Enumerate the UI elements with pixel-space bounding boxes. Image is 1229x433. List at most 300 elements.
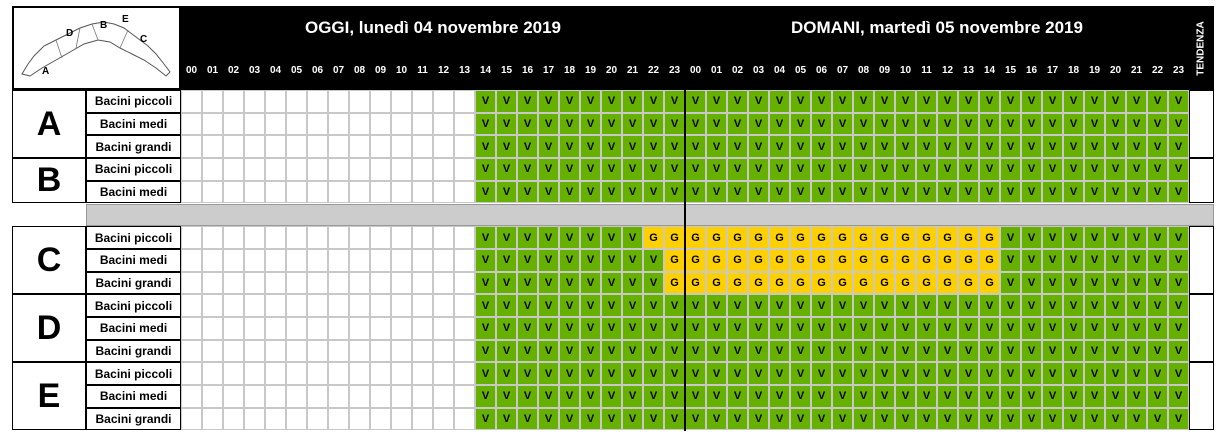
empty-cell bbox=[244, 294, 265, 317]
yellow-alert-cell: G bbox=[643, 226, 664, 249]
empty-cell bbox=[412, 385, 433, 408]
green-alert-cell: V bbox=[475, 113, 496, 136]
empty-cell bbox=[286, 226, 307, 249]
empty-cell bbox=[349, 362, 370, 385]
green-alert-cell: V bbox=[895, 385, 916, 408]
empty-cell bbox=[181, 272, 202, 295]
green-alert-cell: V bbox=[832, 408, 853, 431]
green-alert-cell: V bbox=[538, 226, 559, 249]
empty-cell bbox=[181, 340, 202, 363]
green-alert-cell: V bbox=[1105, 135, 1126, 158]
empty-cell bbox=[181, 385, 202, 408]
green-alert-cell: V bbox=[1063, 272, 1084, 295]
green-alert-cell: V bbox=[958, 135, 979, 158]
green-alert-cell: V bbox=[1000, 408, 1021, 431]
hour-header: 00 bbox=[685, 50, 706, 90]
empty-cell bbox=[202, 135, 223, 158]
green-alert-cell: V bbox=[874, 181, 895, 204]
green-alert-cell: V bbox=[832, 362, 853, 385]
empty-cell bbox=[202, 272, 223, 295]
empty-cell bbox=[328, 272, 349, 295]
green-alert-cell: V bbox=[1126, 113, 1147, 136]
empty-cell bbox=[202, 249, 223, 272]
green-alert-cell: V bbox=[1126, 90, 1147, 113]
green-alert-cell: V bbox=[1168, 294, 1189, 317]
basin-label: Bacini piccoli bbox=[86, 90, 181, 113]
green-alert-cell: V bbox=[1084, 90, 1105, 113]
green-alert-cell: V bbox=[538, 362, 559, 385]
green-alert-cell: V bbox=[1147, 317, 1168, 340]
yellow-alert-cell: G bbox=[664, 249, 685, 272]
empty-cell bbox=[265, 340, 286, 363]
green-alert-cell: V bbox=[517, 340, 538, 363]
empty-cell bbox=[286, 272, 307, 295]
empty-cell bbox=[307, 317, 328, 340]
empty-cell bbox=[412, 135, 433, 158]
yellow-alert-cell: G bbox=[979, 226, 1000, 249]
green-alert-cell: V bbox=[1126, 294, 1147, 317]
green-alert-cell: V bbox=[538, 249, 559, 272]
hour-header: 03 bbox=[748, 50, 769, 90]
empty-cell bbox=[223, 294, 244, 317]
green-alert-cell: V bbox=[1105, 113, 1126, 136]
green-alert-cell: V bbox=[895, 158, 916, 181]
green-alert-cell: V bbox=[790, 408, 811, 431]
empty-cell bbox=[391, 408, 412, 431]
green-alert-cell: V bbox=[643, 158, 664, 181]
green-alert-cell: V bbox=[559, 113, 580, 136]
empty-cell bbox=[454, 272, 475, 295]
hour-header: 22 bbox=[1147, 50, 1168, 90]
hour-header: 01 bbox=[706, 50, 727, 90]
green-alert-cell: V bbox=[853, 385, 874, 408]
green-alert-cell: V bbox=[769, 408, 790, 431]
basin-label: Bacini piccoli bbox=[86, 294, 181, 317]
green-alert-cell: V bbox=[1126, 249, 1147, 272]
empty-cell bbox=[370, 385, 391, 408]
green-alert-cell: V bbox=[622, 294, 643, 317]
green-alert-cell: V bbox=[874, 158, 895, 181]
empty-cell bbox=[370, 362, 391, 385]
green-alert-cell: V bbox=[475, 362, 496, 385]
green-alert-cell: V bbox=[811, 340, 832, 363]
green-alert-cell: V bbox=[1126, 135, 1147, 158]
green-alert-cell: V bbox=[517, 226, 538, 249]
empty-cell bbox=[349, 90, 370, 113]
empty-cell bbox=[370, 340, 391, 363]
green-alert-cell: V bbox=[1063, 294, 1084, 317]
green-alert-cell: V bbox=[1000, 181, 1021, 204]
empty-cell bbox=[454, 113, 475, 136]
green-alert-cell: V bbox=[790, 340, 811, 363]
green-alert-cell: V bbox=[832, 158, 853, 181]
green-alert-cell: V bbox=[538, 181, 559, 204]
green-alert-cell: V bbox=[538, 135, 559, 158]
empty-cell bbox=[244, 317, 265, 340]
green-alert-cell: V bbox=[1000, 385, 1021, 408]
green-alert-cell: V bbox=[727, 135, 748, 158]
green-alert-cell: V bbox=[1147, 113, 1168, 136]
green-alert-cell: V bbox=[643, 317, 664, 340]
yellow-alert-cell: G bbox=[706, 272, 727, 295]
green-alert-cell: V bbox=[853, 362, 874, 385]
green-alert-cell: V bbox=[1000, 158, 1021, 181]
green-alert-cell: V bbox=[706, 113, 727, 136]
yellow-alert-cell: G bbox=[811, 272, 832, 295]
green-alert-cell: V bbox=[601, 113, 622, 136]
green-alert-cell: V bbox=[475, 135, 496, 158]
yellow-alert-cell: G bbox=[895, 249, 916, 272]
green-alert-cell: V bbox=[958, 113, 979, 136]
green-alert-cell: V bbox=[916, 340, 937, 363]
basin-label: Bacini medi bbox=[86, 249, 181, 272]
green-alert-cell: V bbox=[1105, 272, 1126, 295]
empty-cell bbox=[454, 226, 475, 249]
basin-label: Bacini grandi bbox=[86, 340, 181, 363]
green-alert-cell: V bbox=[538, 90, 559, 113]
green-alert-cell: V bbox=[1084, 317, 1105, 340]
empty-cell bbox=[307, 90, 328, 113]
empty-cell bbox=[265, 113, 286, 136]
empty-cell bbox=[370, 181, 391, 204]
yellow-alert-cell: G bbox=[916, 226, 937, 249]
hour-header: 01 bbox=[202, 50, 223, 90]
green-alert-cell: V bbox=[1063, 226, 1084, 249]
green-alert-cell: V bbox=[937, 181, 958, 204]
hour-header: 23 bbox=[1168, 50, 1189, 90]
green-alert-cell: V bbox=[559, 90, 580, 113]
green-alert-cell: V bbox=[580, 113, 601, 136]
empty-cell bbox=[223, 135, 244, 158]
green-alert-cell: V bbox=[832, 317, 853, 340]
empty-cell bbox=[454, 362, 475, 385]
empty-cell bbox=[454, 249, 475, 272]
empty-cell bbox=[391, 158, 412, 181]
green-alert-cell: V bbox=[1084, 249, 1105, 272]
green-alert-cell: V bbox=[496, 135, 517, 158]
green-alert-cell: V bbox=[517, 362, 538, 385]
green-alert-cell: V bbox=[874, 135, 895, 158]
hour-header: 09 bbox=[370, 50, 391, 90]
basin-label: Bacini piccoli bbox=[86, 226, 181, 249]
green-alert-cell: V bbox=[811, 294, 832, 317]
hour-header: 18 bbox=[1063, 50, 1084, 90]
empty-cell bbox=[265, 158, 286, 181]
green-alert-cell: V bbox=[1021, 249, 1042, 272]
green-alert-cell: V bbox=[601, 408, 622, 431]
green-alert-cell: V bbox=[979, 362, 1000, 385]
green-alert-cell: V bbox=[937, 158, 958, 181]
green-alert-cell: V bbox=[475, 317, 496, 340]
empty-cell bbox=[181, 249, 202, 272]
green-alert-cell: V bbox=[1126, 385, 1147, 408]
green-alert-cell: V bbox=[895, 317, 916, 340]
empty-cell bbox=[286, 158, 307, 181]
empty-cell bbox=[244, 408, 265, 431]
hour-header: 08 bbox=[349, 50, 370, 90]
green-alert-cell: V bbox=[475, 181, 496, 204]
green-alert-cell: V bbox=[706, 158, 727, 181]
yellow-alert-cell: G bbox=[748, 226, 769, 249]
tendency-label: TENDENZA bbox=[1196, 20, 1208, 76]
green-alert-cell: V bbox=[1105, 226, 1126, 249]
green-alert-cell: V bbox=[937, 340, 958, 363]
green-alert-cell: V bbox=[1021, 362, 1042, 385]
green-alert-cell: V bbox=[601, 340, 622, 363]
yellow-alert-cell: G bbox=[748, 272, 769, 295]
tendency-cell bbox=[1189, 226, 1214, 294]
green-alert-cell: V bbox=[727, 385, 748, 408]
green-alert-cell: V bbox=[580, 317, 601, 340]
green-alert-cell: V bbox=[853, 135, 874, 158]
green-alert-cell: V bbox=[1168, 362, 1189, 385]
empty-cell bbox=[202, 90, 223, 113]
empty-cell bbox=[223, 272, 244, 295]
hour-header: 12 bbox=[937, 50, 958, 90]
yellow-alert-cell: G bbox=[664, 272, 685, 295]
green-alert-cell: V bbox=[538, 158, 559, 181]
green-alert-cell: V bbox=[1147, 181, 1168, 204]
empty-cell bbox=[391, 317, 412, 340]
empty-cell bbox=[454, 135, 475, 158]
zone-separator bbox=[86, 204, 1214, 227]
green-alert-cell: V bbox=[475, 294, 496, 317]
zone-label-d: D bbox=[12, 294, 86, 362]
green-alert-cell: V bbox=[1063, 362, 1084, 385]
green-alert-cell: V bbox=[1021, 90, 1042, 113]
green-alert-cell: V bbox=[475, 272, 496, 295]
green-alert-cell: V bbox=[853, 340, 874, 363]
green-alert-cell: V bbox=[748, 317, 769, 340]
green-alert-cell: V bbox=[811, 362, 832, 385]
green-alert-cell: V bbox=[1063, 181, 1084, 204]
green-alert-cell: V bbox=[1084, 181, 1105, 204]
empty-cell bbox=[391, 249, 412, 272]
green-alert-cell: V bbox=[748, 340, 769, 363]
green-alert-cell: V bbox=[664, 90, 685, 113]
green-alert-cell: V bbox=[1042, 135, 1063, 158]
green-alert-cell: V bbox=[622, 135, 643, 158]
green-alert-cell: V bbox=[1021, 317, 1042, 340]
green-alert-cell: V bbox=[769, 113, 790, 136]
green-alert-cell: V bbox=[643, 340, 664, 363]
empty-cell bbox=[181, 317, 202, 340]
green-alert-cell: V bbox=[622, 385, 643, 408]
green-alert-cell: V bbox=[916, 181, 937, 204]
green-alert-cell: V bbox=[769, 90, 790, 113]
empty-cell bbox=[307, 158, 328, 181]
green-alert-cell: V bbox=[580, 294, 601, 317]
empty-cell bbox=[244, 226, 265, 249]
hour-header: 16 bbox=[517, 50, 538, 90]
empty-cell bbox=[328, 362, 349, 385]
yellow-alert-cell: G bbox=[664, 226, 685, 249]
empty-cell bbox=[433, 90, 454, 113]
green-alert-cell: V bbox=[622, 113, 643, 136]
green-alert-cell: V bbox=[517, 272, 538, 295]
yellow-alert-cell: G bbox=[727, 272, 748, 295]
empty-cell bbox=[181, 181, 202, 204]
green-alert-cell: V bbox=[748, 90, 769, 113]
green-alert-cell: V bbox=[790, 362, 811, 385]
green-alert-cell: V bbox=[559, 135, 580, 158]
green-alert-cell: V bbox=[874, 408, 895, 431]
empty-cell bbox=[349, 249, 370, 272]
hour-header: 21 bbox=[1126, 50, 1147, 90]
green-alert-cell: V bbox=[895, 113, 916, 136]
green-alert-cell: V bbox=[979, 135, 1000, 158]
empty-cell bbox=[307, 226, 328, 249]
green-alert-cell: V bbox=[1168, 226, 1189, 249]
green-alert-cell: V bbox=[1105, 340, 1126, 363]
green-alert-cell: V bbox=[580, 249, 601, 272]
green-alert-cell: V bbox=[664, 408, 685, 431]
green-alert-cell: V bbox=[748, 362, 769, 385]
green-alert-cell: V bbox=[643, 385, 664, 408]
green-alert-cell: V bbox=[496, 408, 517, 431]
empty-cell bbox=[265, 294, 286, 317]
green-alert-cell: V bbox=[559, 362, 580, 385]
green-alert-cell: V bbox=[517, 113, 538, 136]
empty-cell bbox=[412, 226, 433, 249]
green-alert-cell: V bbox=[1063, 340, 1084, 363]
hour-header: 08 bbox=[853, 50, 874, 90]
green-alert-cell: V bbox=[937, 408, 958, 431]
green-alert-cell: V bbox=[895, 90, 916, 113]
green-alert-cell: V bbox=[1147, 340, 1168, 363]
green-alert-cell: V bbox=[559, 272, 580, 295]
empty-cell bbox=[349, 294, 370, 317]
green-alert-cell: V bbox=[1168, 249, 1189, 272]
empty-cell bbox=[433, 158, 454, 181]
green-alert-cell: V bbox=[895, 181, 916, 204]
green-alert-cell: V bbox=[1042, 181, 1063, 204]
green-alert-cell: V bbox=[685, 135, 706, 158]
green-alert-cell: V bbox=[580, 226, 601, 249]
empty-cell bbox=[265, 90, 286, 113]
green-alert-cell: V bbox=[727, 90, 748, 113]
hour-header: 05 bbox=[286, 50, 307, 90]
map-label-a: A bbox=[42, 66, 50, 77]
empty-cell bbox=[307, 340, 328, 363]
hour-header: 17 bbox=[1042, 50, 1063, 90]
hour-header: 06 bbox=[811, 50, 832, 90]
basin-label: Bacini medi bbox=[86, 385, 181, 408]
empty-cell bbox=[307, 408, 328, 431]
basin-label: Bacini grandi bbox=[86, 408, 181, 431]
empty-cell bbox=[223, 226, 244, 249]
green-alert-cell: V bbox=[1042, 272, 1063, 295]
green-alert-cell: V bbox=[895, 294, 916, 317]
green-alert-cell: V bbox=[937, 294, 958, 317]
green-alert-cell: V bbox=[643, 362, 664, 385]
tendency-cell bbox=[1189, 362, 1214, 430]
green-alert-cell: V bbox=[622, 272, 643, 295]
empty-cell bbox=[433, 181, 454, 204]
empty-cell bbox=[202, 362, 223, 385]
empty-cell bbox=[202, 181, 223, 204]
green-alert-cell: V bbox=[727, 317, 748, 340]
empty-cell bbox=[202, 385, 223, 408]
green-alert-cell: V bbox=[706, 181, 727, 204]
empty-cell bbox=[244, 362, 265, 385]
green-alert-cell: V bbox=[1063, 408, 1084, 431]
basin-label: Bacini piccoli bbox=[86, 158, 181, 181]
yellow-alert-cell: G bbox=[790, 226, 811, 249]
day-divider bbox=[684, 6, 686, 431]
green-alert-cell: V bbox=[643, 90, 664, 113]
green-alert-cell: V bbox=[874, 362, 895, 385]
empty-cell bbox=[328, 340, 349, 363]
green-alert-cell: V bbox=[916, 317, 937, 340]
hour-header: 05 bbox=[790, 50, 811, 90]
empty-cell bbox=[307, 362, 328, 385]
green-alert-cell: V bbox=[1126, 362, 1147, 385]
empty-cell bbox=[370, 249, 391, 272]
yellow-alert-cell: G bbox=[748, 249, 769, 272]
green-alert-cell: V bbox=[727, 294, 748, 317]
empty-cell bbox=[223, 158, 244, 181]
green-alert-cell: V bbox=[874, 294, 895, 317]
green-alert-cell: V bbox=[727, 408, 748, 431]
yellow-alert-cell: G bbox=[832, 249, 853, 272]
green-alert-cell: V bbox=[1126, 340, 1147, 363]
green-alert-cell: V bbox=[538, 385, 559, 408]
empty-cell bbox=[181, 90, 202, 113]
empty-cell bbox=[286, 294, 307, 317]
green-alert-cell: V bbox=[1147, 226, 1168, 249]
hour-header: 03 bbox=[244, 50, 265, 90]
yellow-alert-cell: G bbox=[727, 249, 748, 272]
empty-cell bbox=[433, 272, 454, 295]
green-alert-cell: V bbox=[685, 158, 706, 181]
green-alert-cell: V bbox=[727, 340, 748, 363]
yellow-alert-cell: G bbox=[937, 272, 958, 295]
green-alert-cell: V bbox=[1021, 158, 1042, 181]
hour-header: 23 bbox=[664, 50, 685, 90]
hour-header: 00 bbox=[181, 50, 202, 90]
empty-cell bbox=[181, 362, 202, 385]
green-alert-cell: V bbox=[1084, 135, 1105, 158]
yellow-alert-cell: G bbox=[916, 249, 937, 272]
hour-header: 20 bbox=[1105, 50, 1126, 90]
hour-header: 13 bbox=[958, 50, 979, 90]
green-alert-cell: V bbox=[1063, 249, 1084, 272]
tendency-cell bbox=[1189, 90, 1214, 158]
green-alert-cell: V bbox=[1000, 317, 1021, 340]
green-alert-cell: V bbox=[580, 181, 601, 204]
green-alert-cell: V bbox=[601, 226, 622, 249]
green-alert-cell: V bbox=[1042, 249, 1063, 272]
empty-cell bbox=[433, 362, 454, 385]
green-alert-cell: V bbox=[1084, 294, 1105, 317]
green-alert-cell: V bbox=[727, 181, 748, 204]
green-alert-cell: V bbox=[748, 135, 769, 158]
green-alert-cell: V bbox=[958, 90, 979, 113]
empty-cell bbox=[454, 158, 475, 181]
green-alert-cell: V bbox=[1021, 272, 1042, 295]
hour-header: 20 bbox=[601, 50, 622, 90]
empty-cell bbox=[412, 408, 433, 431]
empty-cell bbox=[286, 90, 307, 113]
hour-header: 11 bbox=[916, 50, 937, 90]
green-alert-cell: V bbox=[1126, 408, 1147, 431]
green-alert-cell: V bbox=[832, 90, 853, 113]
green-alert-cell: V bbox=[496, 272, 517, 295]
empty-cell bbox=[391, 385, 412, 408]
green-alert-cell: V bbox=[1168, 135, 1189, 158]
green-alert-cell: V bbox=[811, 181, 832, 204]
